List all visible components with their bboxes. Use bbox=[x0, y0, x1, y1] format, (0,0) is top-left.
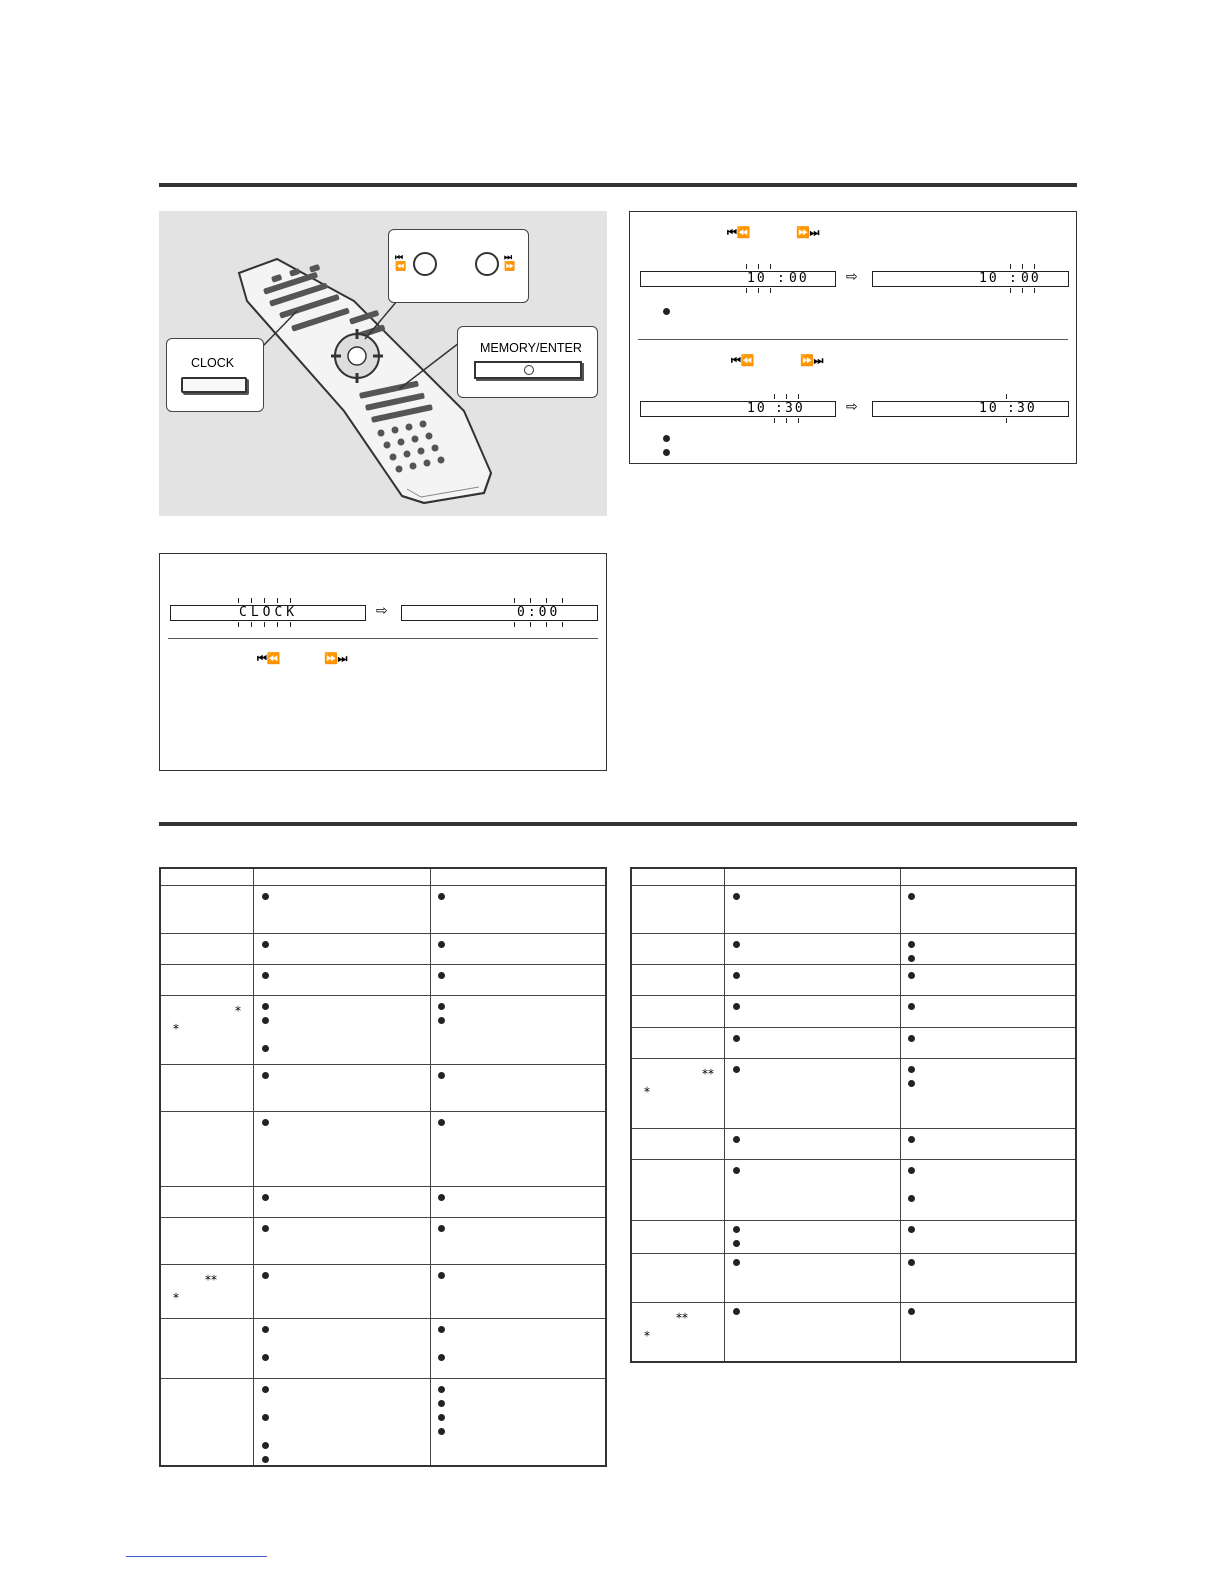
bullet-icon bbox=[438, 1003, 445, 1010]
bullet-icon bbox=[438, 1326, 445, 1333]
bullet-icon bbox=[733, 1240, 740, 1247]
table-row bbox=[160, 1378, 606, 1466]
skip-forward-button[interactable] bbox=[475, 252, 499, 276]
asterisk-icon: ⁎ bbox=[173, 1017, 179, 1032]
skip-back-icon: ⏮ ⏪ bbox=[727, 226, 749, 239]
flash-ray bbox=[786, 418, 787, 423]
flash-ray bbox=[562, 622, 563, 627]
header-cell bbox=[160, 868, 254, 885]
flash-ray bbox=[770, 264, 771, 269]
table-row bbox=[631, 995, 1076, 1027]
bullet-icon bbox=[262, 1354, 269, 1361]
bullet-icon bbox=[262, 1003, 269, 1010]
memory-enter-label: MEMORY/ENTER bbox=[480, 341, 582, 355]
bullet-icon bbox=[908, 1136, 915, 1143]
flash-ray bbox=[238, 598, 239, 603]
bullet-icon bbox=[438, 1414, 445, 1421]
table-row bbox=[631, 964, 1076, 995]
bullet-icon bbox=[908, 1035, 915, 1042]
bullet-icon bbox=[438, 972, 445, 979]
troubleshooting-table-left bbox=[159, 867, 607, 1467]
skip-back-button[interactable] bbox=[413, 252, 437, 276]
flash-ray bbox=[1034, 288, 1035, 293]
skip-forward-icon: ⏩ ⏭ bbox=[796, 226, 818, 239]
memory-enter-led-icon bbox=[524, 365, 534, 375]
display-zero-time-text: 0:00 bbox=[517, 605, 561, 620]
footer-link-underline[interactable] bbox=[126, 1556, 267, 1557]
flash-ray bbox=[1034, 264, 1035, 269]
flash-ray bbox=[1022, 264, 1023, 269]
bullet-icon bbox=[262, 1017, 269, 1024]
bullet-icon bbox=[733, 941, 740, 948]
bullet-icon bbox=[262, 893, 269, 900]
double-asterisk-icon: ⁎⁎ bbox=[205, 1268, 217, 1283]
asterisk-icon: ⁎ bbox=[173, 1286, 179, 1301]
flash-ray bbox=[251, 622, 252, 627]
bullet-icon bbox=[438, 1225, 445, 1232]
flash-ray bbox=[562, 598, 563, 603]
bullet-icon bbox=[733, 1066, 740, 1073]
bullet-icon bbox=[908, 972, 915, 979]
double-asterisk-icon: ⁎⁎ bbox=[702, 1062, 714, 1077]
arrow-icon: ⇨ bbox=[376, 603, 388, 619]
asterisk-icon: ⁎ bbox=[644, 1324, 650, 1339]
skip-forward-icon: ⏩ ⏭ bbox=[324, 652, 346, 665]
flash-ray bbox=[1006, 394, 1007, 399]
bullet-icon bbox=[262, 972, 269, 979]
display-colon-flash: : bbox=[1007, 401, 1017, 416]
display-colon: : bbox=[777, 271, 787, 286]
flash-ray bbox=[264, 622, 265, 627]
bullet-icon bbox=[908, 955, 915, 962]
table-row bbox=[160, 964, 606, 995]
flash-ray bbox=[774, 418, 775, 423]
flash-ray bbox=[290, 622, 291, 627]
bullet-icon bbox=[908, 1080, 915, 1087]
clock-button[interactable] bbox=[181, 377, 247, 393]
bullet-icon bbox=[663, 449, 670, 456]
flash-ray bbox=[758, 288, 759, 293]
bullet-icon bbox=[262, 1386, 269, 1393]
bullet-icon bbox=[908, 1308, 915, 1315]
arrow-icon: ⇨ bbox=[846, 269, 858, 285]
flash-ray bbox=[746, 264, 747, 269]
display-hour: 10 bbox=[747, 401, 767, 416]
display-hour: 10 bbox=[979, 401, 999, 416]
bullet-icon bbox=[908, 1226, 915, 1233]
bullet-icon bbox=[908, 893, 915, 900]
flash-ray bbox=[1006, 418, 1007, 423]
bullet-icon bbox=[733, 1136, 740, 1143]
bullet-icon bbox=[908, 1259, 915, 1266]
bullet-icon bbox=[733, 1035, 740, 1042]
remote-illustration bbox=[159, 211, 607, 516]
bullet-icon bbox=[733, 1308, 740, 1315]
table-row bbox=[160, 1111, 606, 1186]
flash-ray bbox=[770, 288, 771, 293]
header-cell bbox=[431, 868, 606, 885]
section-rule-top bbox=[159, 183, 1077, 187]
divider bbox=[638, 339, 1068, 340]
table-row bbox=[631, 1302, 1076, 1362]
arrow-icon: ⇨ bbox=[846, 399, 858, 415]
bullet-icon bbox=[262, 1414, 269, 1421]
memory-enter-button[interactable] bbox=[474, 361, 582, 379]
header-cell bbox=[901, 868, 1076, 885]
table-row bbox=[631, 885, 1076, 933]
skip-back-icon: ⏮ ⏪ bbox=[257, 652, 279, 665]
skip-buttons-callout bbox=[388, 229, 529, 303]
table-row bbox=[631, 1220, 1076, 1253]
bullet-icon bbox=[262, 1225, 269, 1232]
bullet-icon bbox=[438, 1119, 445, 1126]
flash-ray bbox=[530, 622, 531, 627]
bullet-icon bbox=[733, 1003, 740, 1010]
header-cell bbox=[254, 868, 431, 885]
bullet-icon bbox=[908, 1195, 915, 1202]
display-minute-setting bbox=[872, 271, 1069, 287]
bullet-icon bbox=[733, 972, 740, 979]
display-minutes: 00 bbox=[789, 271, 809, 286]
display-minutes: 30 bbox=[1017, 401, 1037, 416]
flash-ray bbox=[514, 598, 515, 603]
double-asterisk-icon: ⁎⁎ bbox=[676, 1306, 688, 1321]
flash-ray bbox=[1022, 288, 1023, 293]
asterisk-icon: ⁎ bbox=[235, 999, 241, 1014]
table-row bbox=[631, 1159, 1076, 1220]
flash-ray bbox=[264, 598, 265, 603]
flash-ray bbox=[746, 288, 747, 293]
section-rule-bottom bbox=[159, 822, 1077, 826]
bullet-icon bbox=[438, 1194, 445, 1201]
troubleshooting-table-right bbox=[630, 867, 1077, 1363]
flash-ray bbox=[514, 622, 515, 627]
display-minutes-flash: 00 bbox=[1021, 271, 1041, 286]
bullet-icon bbox=[262, 1326, 269, 1333]
table-row bbox=[631, 1058, 1076, 1128]
bullet-icon bbox=[663, 435, 670, 442]
flash-ray bbox=[530, 598, 531, 603]
table-row bbox=[160, 1064, 606, 1111]
display-zero-time bbox=[401, 605, 598, 621]
divider bbox=[168, 638, 598, 639]
bullet-icon bbox=[438, 893, 445, 900]
flash-ray bbox=[251, 598, 252, 603]
flash-ray bbox=[758, 264, 759, 269]
flash-ray bbox=[798, 418, 799, 423]
skip-forward-icon: ⏩ ⏭ bbox=[800, 354, 822, 367]
flash-ray bbox=[238, 622, 239, 627]
display-minute-adjust bbox=[640, 401, 836, 417]
bullet-icon bbox=[908, 1167, 915, 1174]
table-row bbox=[160, 885, 606, 933]
flash-ray bbox=[277, 598, 278, 603]
bullet-icon bbox=[262, 1072, 269, 1079]
bullet-icon bbox=[262, 941, 269, 948]
skip-forward-icon: ⏭ ⏩ bbox=[504, 253, 514, 272]
table-row bbox=[160, 1186, 606, 1217]
table-row bbox=[160, 995, 606, 1064]
table-row bbox=[160, 1318, 606, 1378]
asterisk-icon: ⁎ bbox=[644, 1080, 650, 1095]
clock-procedure-box bbox=[159, 553, 607, 771]
display-minutes-flash: 30 bbox=[785, 401, 805, 416]
flash-ray bbox=[786, 394, 787, 399]
bullet-icon bbox=[438, 1017, 445, 1024]
flash-ray bbox=[774, 394, 775, 399]
bullet-icon bbox=[262, 1119, 269, 1126]
bullet-icon bbox=[733, 893, 740, 900]
display-hour-flash: 10 bbox=[747, 271, 767, 286]
bullet-icon bbox=[908, 1003, 915, 1010]
bullet-icon bbox=[438, 1072, 445, 1079]
bullet-icon bbox=[908, 1066, 915, 1073]
bullet-icon bbox=[438, 1400, 445, 1407]
flash-ray bbox=[290, 598, 291, 603]
bullet-icon bbox=[663, 308, 670, 315]
table-row bbox=[631, 1027, 1076, 1058]
bullet-icon bbox=[262, 1045, 269, 1052]
bullet-icon bbox=[438, 1354, 445, 1361]
bullet-icon bbox=[438, 1386, 445, 1393]
bullet-icon bbox=[733, 1167, 740, 1174]
memory-enter-callout bbox=[457, 326, 598, 398]
display-clock bbox=[170, 605, 366, 621]
bullet-icon bbox=[733, 1226, 740, 1233]
display-hour: 10 bbox=[979, 271, 999, 286]
clock-button-label: CLOCK bbox=[191, 356, 235, 370]
bullet-icon bbox=[733, 1259, 740, 1266]
display-colon: : bbox=[775, 401, 785, 416]
table-row bbox=[160, 1264, 606, 1318]
flash-ray bbox=[277, 622, 278, 627]
bullet-icon bbox=[262, 1456, 269, 1463]
table-row bbox=[631, 933, 1076, 964]
bullet-icon bbox=[438, 941, 445, 948]
skip-back-icon: ⏮ ⏪ bbox=[395, 253, 405, 272]
flash-ray bbox=[1010, 264, 1011, 269]
bullet-icon bbox=[438, 1428, 445, 1435]
display-colon: : bbox=[1009, 271, 1019, 286]
bullet-icon bbox=[262, 1442, 269, 1449]
clock-set-box bbox=[629, 211, 1077, 464]
table-row bbox=[160, 1217, 606, 1264]
flash-ray bbox=[546, 622, 547, 627]
bullet-icon bbox=[908, 941, 915, 948]
flash-ray bbox=[546, 598, 547, 603]
bullet-icon bbox=[262, 1194, 269, 1201]
skip-back-icon: ⏮ ⏪ bbox=[731, 354, 753, 367]
header-cell bbox=[631, 868, 725, 885]
table-row bbox=[160, 933, 606, 964]
flash-ray bbox=[1010, 288, 1011, 293]
bullet-icon bbox=[438, 1272, 445, 1279]
table-row bbox=[631, 1253, 1076, 1302]
header-cell bbox=[725, 868, 901, 885]
table-row bbox=[631, 1128, 1076, 1159]
clock-callout bbox=[166, 338, 264, 412]
display-clock-text: CLOCK bbox=[239, 605, 299, 620]
display-hour-setting bbox=[640, 271, 836, 287]
display-time-set bbox=[872, 401, 1069, 417]
bullet-icon bbox=[262, 1272, 269, 1279]
flash-ray bbox=[798, 394, 799, 399]
